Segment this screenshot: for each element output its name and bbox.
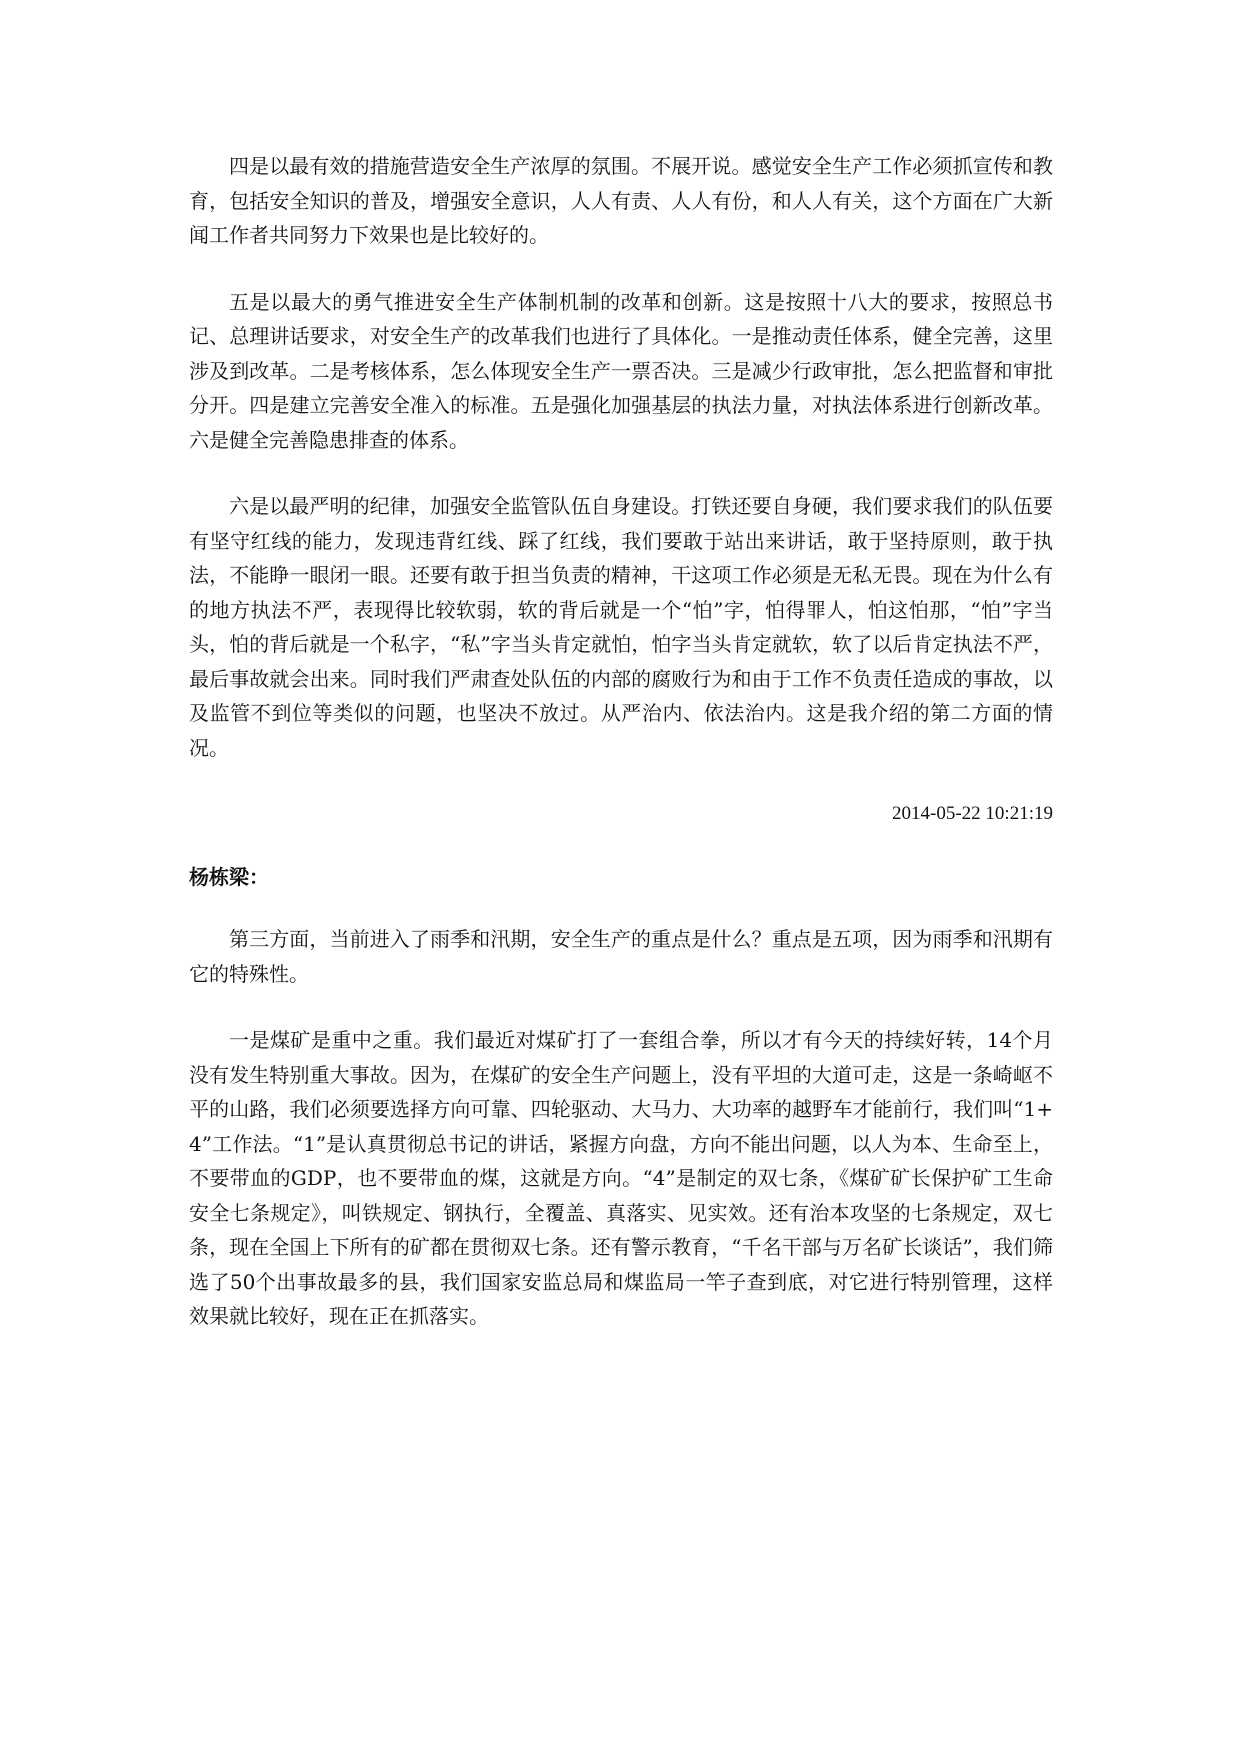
- paragraph-five: 五是以最大的勇气推进安全生产体制机制的改革和创新。这是按照十八大的要求，按照总书记、总理讲话要求，对安全生产的改革我们也进行了具体化。一是推动责任体系，健全完善，这里涉及到改革。二是考核体系，怎么体现安全生产一票否决。三是减少行政审批，怎么把监督和审批分开。四是建立完善安全准入的标准。五是强化加强基层的执法力量，对执法体系进行创新改革。六是健全完善隐患排查的体系。: [189, 289, 1053, 452]
- paragraph-third-aspect: 第三方面，当前进入了雨季和汛期，安全生产的重点是什么？重点是五项，因为雨季和汛期有它的特殊性。: [189, 927, 1053, 986]
- paragraph-six: 六是以最严明的纪律，加强安全监管队伍自身建设。打铁还要自身硬，我们要求我们的队伍要有坚守红线的能力，发现违背红线、踩了红线，我们要敢于站出来讲话，敢于坚持原则，敢于执法，不能睁一眼闭一眼。还要有敢于担当负责的精神，干这项工作必须是无私无畏。现在为什么有的地方执法不严，表现得比较软弱，软的背后就是一个“怕”字，怕得罪人，怕这怕那，“怕”字当头，怕的背后就是一个私字，“私”字当头肯定就怕，怕字当头肯定就软，软了以后肯定执法不严，最后事故就会出来。同时我们严肃查处队伍的内部的腐败行为和由于工作不负责任造成的事故，以及监管不到位等类似的问题，也坚决不放过。从严治内、依法治内。这是我介绍的第二方面的情况。: [189, 494, 1053, 760]
- speaker-name: 杨栋梁：: [189, 864, 269, 889]
- timestamp: 2014-05-22 10:21:19: [892, 803, 1053, 824]
- document-page: [189, 149, 1053, 1366]
- paragraph-coal-mine: 一是煤矿是重中之重。我们最近对煤矿打了一套组合拳，所以才有今天的持续好转，14个月没有发生特别重大事故。因为，在煤矿的安全生产问题上，没有平坦的大道可走，这是一条崎岖不平的山路，我们必须要选择方向可靠、四轮驱动、大马力、大功率的越野车才能前行，我们叫“1+4”工作法。“1”是认真贯彻总书记的讲话，紧握方向盘，方向不能出问题，以人为本、生命至上，不要带血的GDP，也不要带血的煤，这就是方向。“4”是制定的双七条，《煤矿矿长保护矿工生命安全七条规定》，叫铁规定、钢执行，全覆盖、真落实、见实效。还有治本攻坚的七条规定，双七条，现在全国上下所有的矿都在贯彻双七条。还有警示教育，“千名干部与万名矿长谈话”，我们筛选了50个出事故最多的县，我们国家安监总局和煤监局一竿子查到底，对它进行特别管理，这样效果就比较好，现在正在抓落实。: [189, 1028, 1053, 1328]
- paragraph-four: 四是以最有效的措施营造安全生产浓厚的氛围。不展开说。感觉安全生产工作必须抓宣传和教育，包括安全知识的普及，增强安全意识，人人有责、人人有份，和人人有关，这个方面在广大新闻工作者共同努力下效果也是比较好的。: [189, 154, 1053, 247]
